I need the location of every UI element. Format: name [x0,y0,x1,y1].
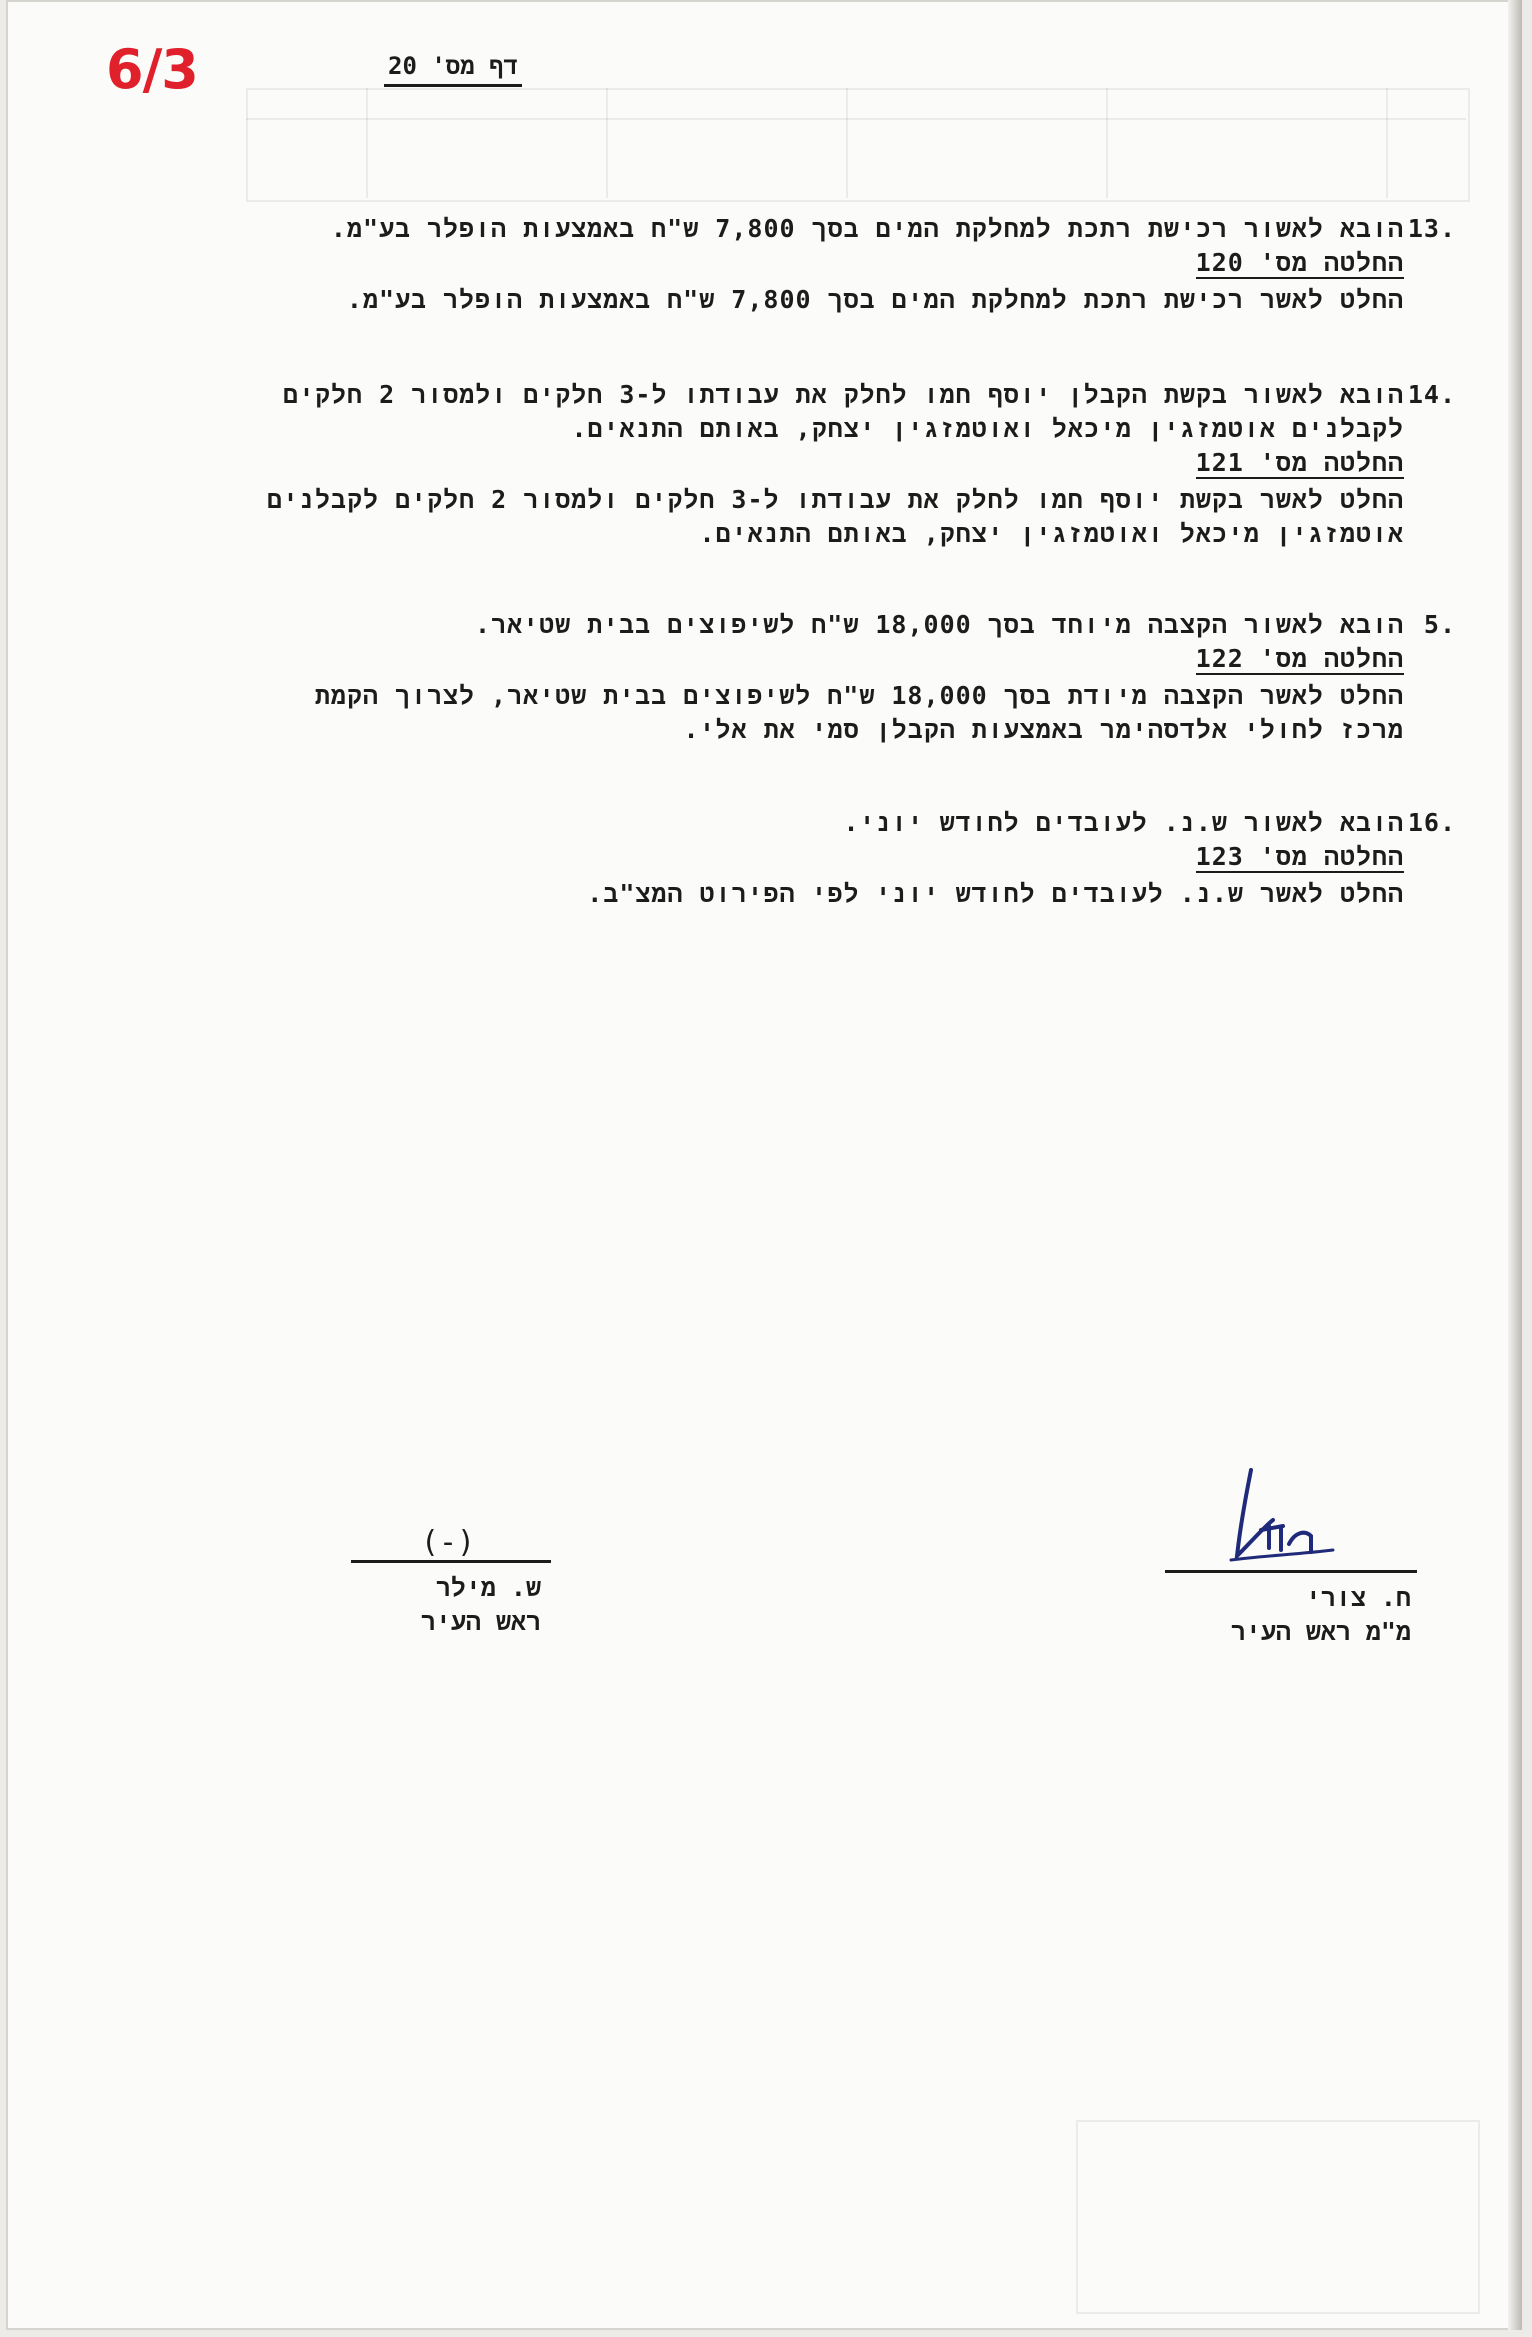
signature-rule [1165,1570,1417,1573]
bleed-through-rule [246,118,1466,120]
agenda-item-16 [206,806,1456,911]
signature-rule [351,1560,551,1563]
item-number: .16 [1407,808,1456,837]
decision-line: החלט לאשר הקצבה מיודת בסך 18,000 ש"ח לשיפוצים בבית שטיאר, לצרוך הקמת [314,681,1404,710]
decision-line: החלט לאשר ש.נ. לעובדים לחודש יוני לפי הפירוט המצ"ב. [587,879,1404,908]
bleed-through-rule [846,88,848,198]
proposal-text: הובא לאשור רכישת רתכת למחלקת המים בסך 7,800 ש"ח באמצעות הופלר בע"מ. [330,214,1404,243]
agenda-item-15 [206,608,1456,747]
proposal-text: הובא לאשור ש.נ. לעובדים לחודש יוני. [843,808,1404,837]
signatory-name: ש. מילר [435,1573,541,1602]
handwritten-signature-icon [1211,1460,1341,1570]
decision-line: החלט לאשר רכישת רתכת למחלקת המים בסך 7,800 ש"ח באמצעות הופלר בע"מ. [346,285,1404,314]
item-number: .5 [1423,610,1456,639]
scanned-page [6,0,1522,2330]
bleed-through-rule [1386,88,1388,198]
bleed-through-rule [1106,88,1108,198]
signatory-title: ראש העיר [420,1607,541,1636]
proposal-line [206,608,1456,642]
agenda-item-14 [206,378,1456,551]
decision-line: החלט לאשר בקשת יוסף חמו לחלק את עבודתו ל-3 חלקים ולמסור 2 חלקים לקבלנים [267,485,1404,514]
page-mark: 6/3 [106,38,198,101]
agenda-item-13 [206,212,1456,317]
signature-mark: (-) [420,1525,476,1560]
item-number: .13 [1407,214,1456,243]
bleed-through-list [1076,2120,1480,2314]
signature-block-mayor [361,1525,541,1639]
signatory-title: מ"מ ראש העיר [1230,1617,1411,1646]
proposal-text: הובא לאשור הקצבה מיוחד בסך 18,000 ש"ח לשיפוצים בבית שטיאר. [475,610,1404,639]
item-number: .14 [1407,380,1456,409]
bleed-through-rule [606,88,608,198]
bleed-through-rule [366,88,368,198]
signature-block-deputy [1171,1460,1411,1649]
decision-header: החלטה מס' 122 [1195,644,1404,673]
signatory-name: ח. צורי [1305,1583,1411,1612]
decision-header: החלטה מס' 123 [1195,842,1404,871]
proposal-continuation: לקבלנים אוטמזגין מיכאל ואוטמזגין יצחק, באותם התנאים. [571,414,1404,443]
decision-line: מרכז לחולי אלדסהימר באמצעות הקבלן סמי את אלי. [683,715,1404,744]
bleed-through-table [246,88,1470,202]
proposal-line [206,806,1456,840]
page-number: דף מס' 20 [384,52,522,87]
proposal-text: הובא לאשור בקשת הקבלן יוסף חמו לחלק את עבודתו ל-3 חלקים ולמסור 2 חלקים [283,380,1404,409]
proposal-line [206,212,1456,246]
decision-header: החלטה מס' 120 [1195,248,1404,277]
proposal-line [206,378,1456,412]
decision-line: אוטמזגין מיכאל ואוטמזגין יצחק, באותם התנאים. [699,519,1404,548]
decision-header: החלטה מס' 121 [1195,448,1404,477]
